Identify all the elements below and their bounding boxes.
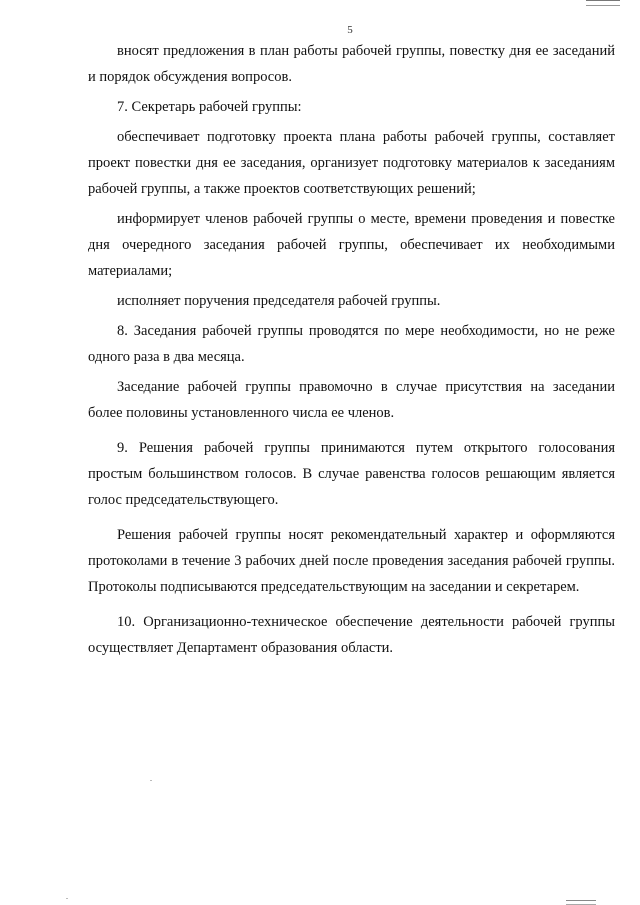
- paragraph-item-9: 9. Решения рабочей группы принимаются путем открытого голосования простым большинством голосов. В случае равенства голосов решающим является голос председательствующего.: [88, 440, 615, 508]
- paragraph-item-10: 10. Организационно-техническое обеспечение деятельности рабочей группы осуществляет Департамент образования области.: [88, 614, 615, 656]
- paragraph-decisions: Решения рабочей группы носят рекомендательный характер и оформляются протоколами в течение 3 рабочих дней после проведения заседания рабочей группы. Протоколы подписываются председательствующим на заседании и секретарем.: [88, 527, 615, 595]
- scan-speck: [150, 780, 152, 781]
- scan-bottom-mark: [566, 900, 596, 905]
- scan-speck: [66, 898, 68, 899]
- scan-corner-mark: [586, 0, 620, 6]
- paragraph-secretary-duty-1: обеспечивает подготовку проекта плана работы рабочей группы, составляет проект повестки дня ее заседания, организует подготовку материалов к заседаниям рабочей группы, а также проектов соответствующих решений;: [88, 129, 615, 197]
- document-body: [88, 38, 615, 661]
- paragraph-quorum: Заседание рабочей группы правомочно в случае присутствия на заседании более половины установленного числа ее членов.: [88, 379, 615, 421]
- paragraph-item-7-heading: 7. Секретарь рабочей группы:: [117, 99, 302, 115]
- paragraph-secretary-duty-3: исполняет поручения председателя рабочей группы.: [117, 293, 441, 309]
- paragraph-item-8: 8. Заседания рабочей группы проводятся по мере необходимости, но не реже одного раза в два месяца.: [88, 323, 615, 365]
- paragraph-secretary-duty-2: информирует членов рабочей группы о месте, времени проведения и повестке дня очередного заседания рабочей группы, обеспечивает их необходимыми материалами;: [88, 211, 615, 279]
- page-number: 5: [347, 24, 353, 36]
- paragraph-continuation: вносят предложения в план работы рабочей группы, повестку дня ее заседаний и порядок обсуждения вопросов.: [88, 43, 615, 85]
